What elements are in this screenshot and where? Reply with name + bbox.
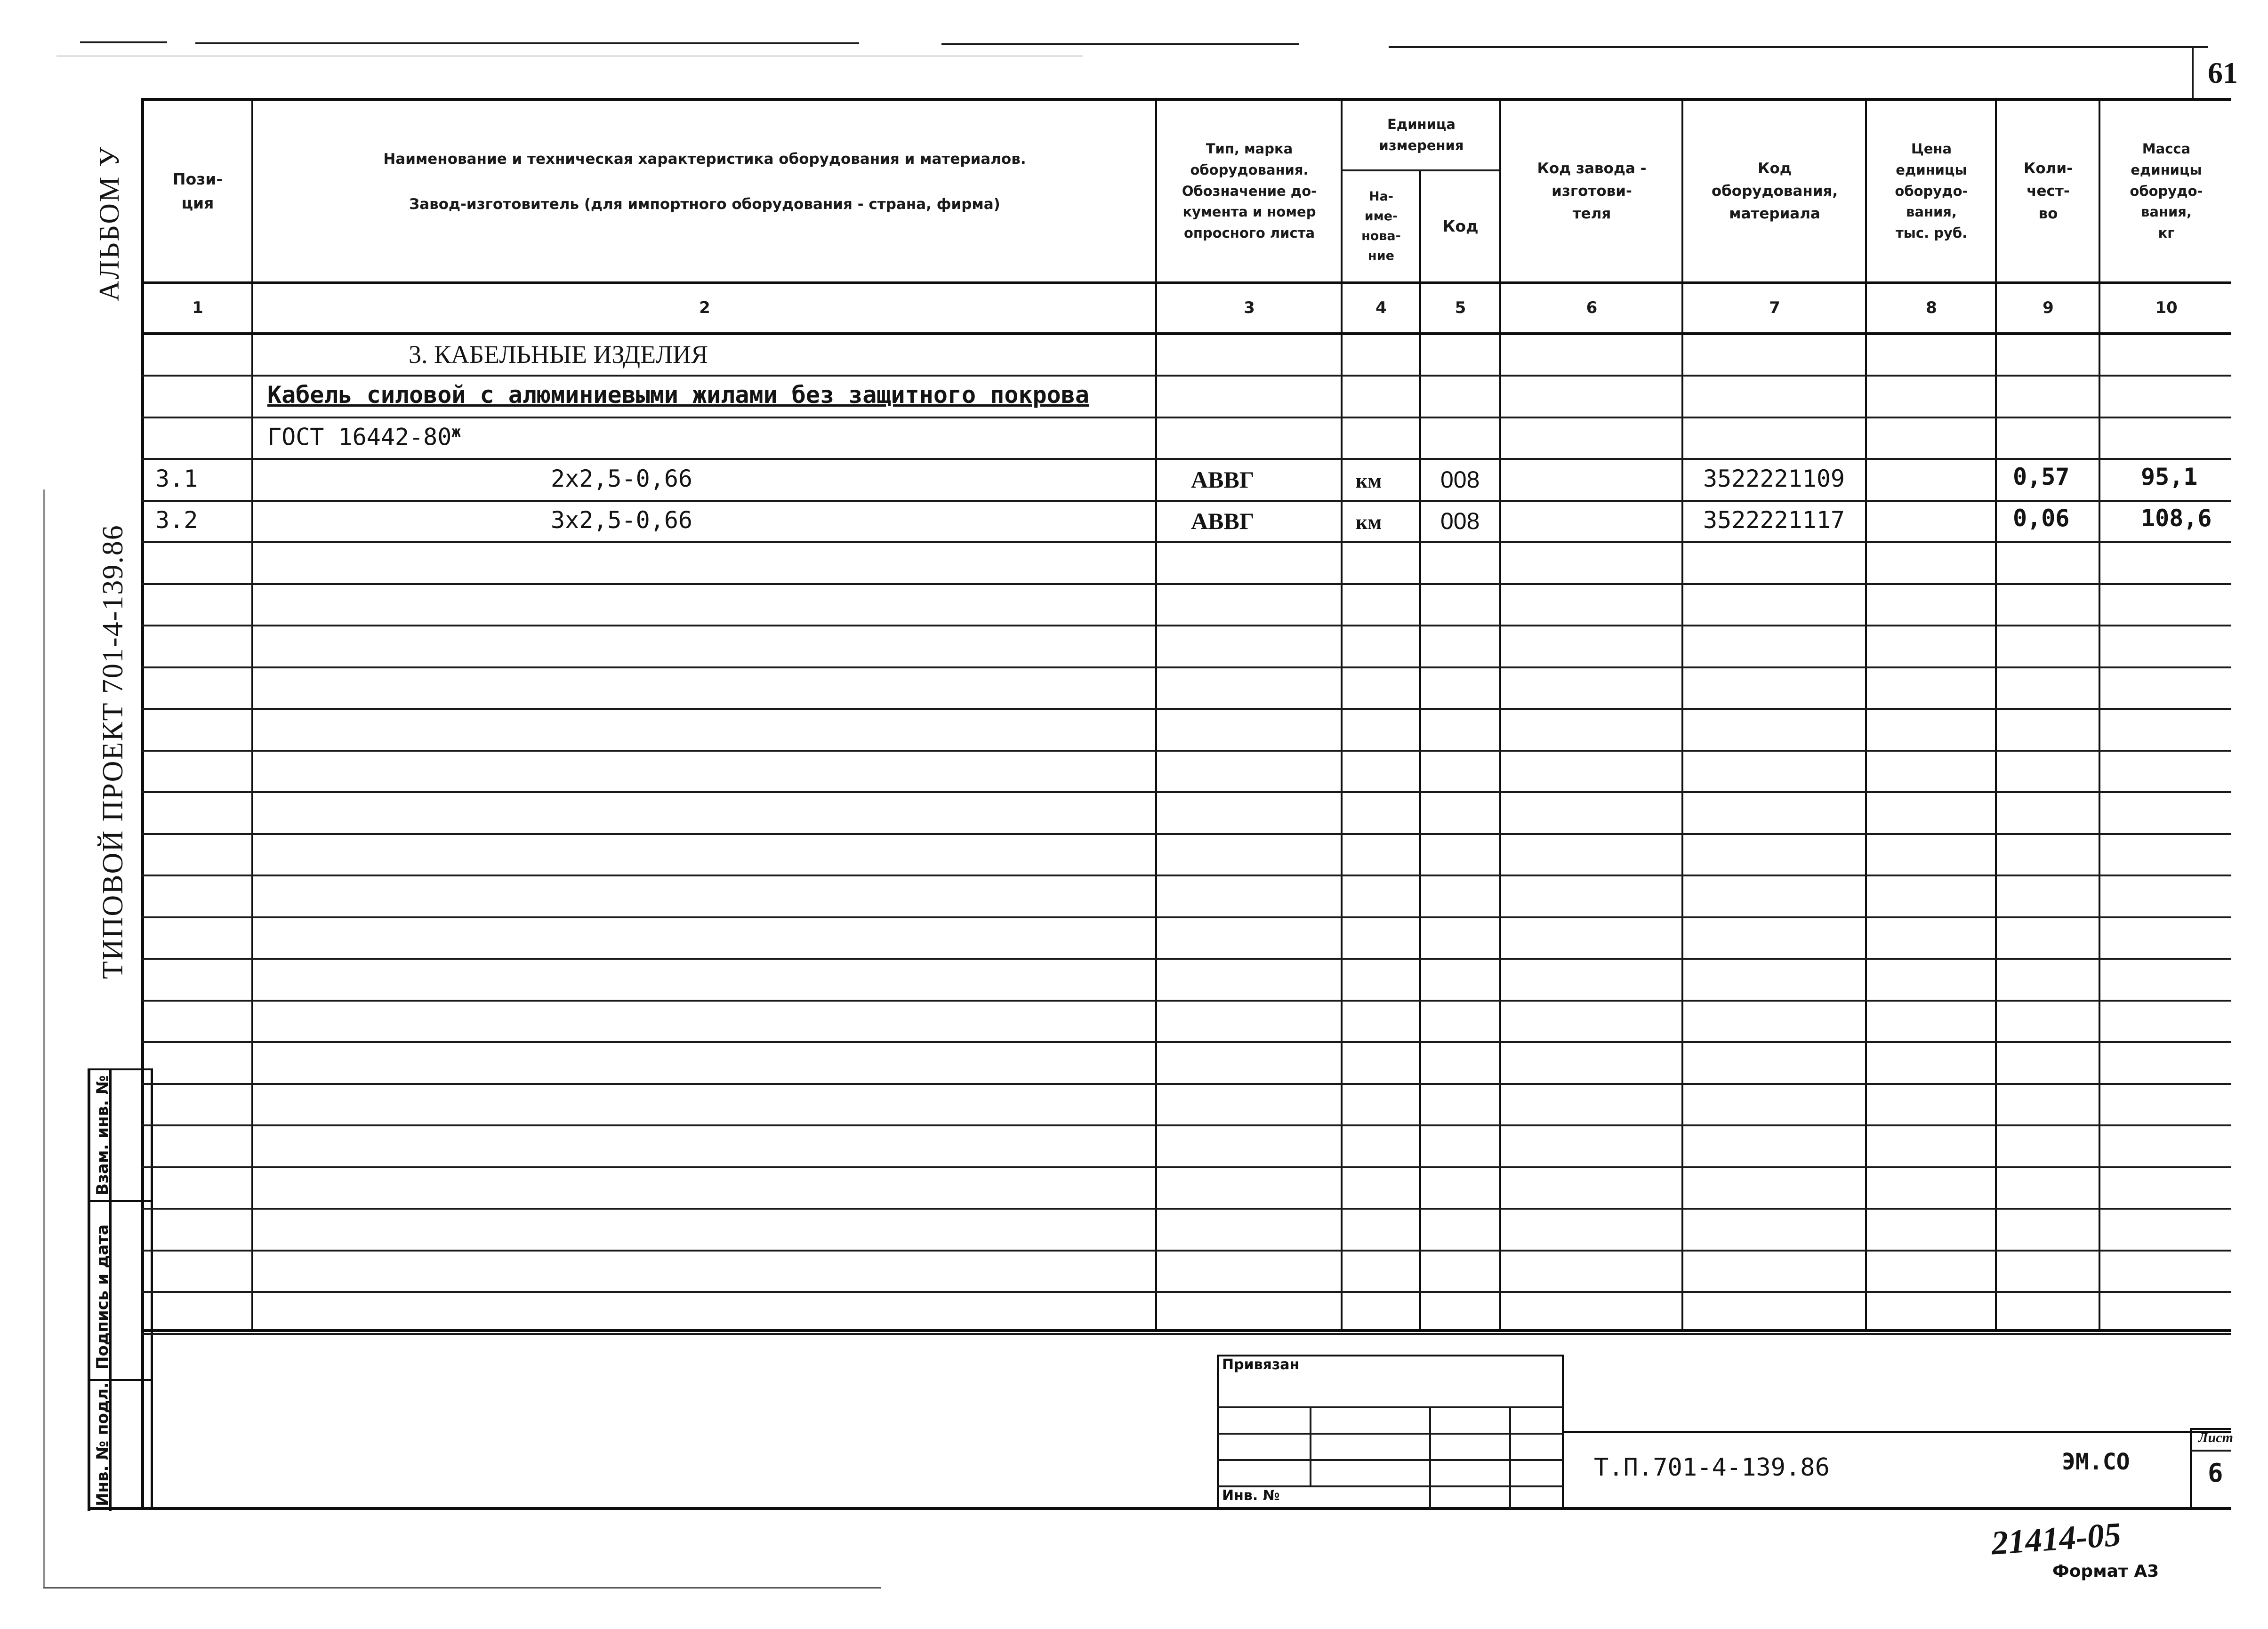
title-block-line: [1562, 1431, 2231, 1433]
stamp-border: [88, 1068, 90, 1511]
row-mass: 95,1: [2141, 463, 2198, 490]
col-number: 9: [2043, 298, 2054, 318]
project-label: ТИПОВОЙ ПРОЕКТ 701-4-139.86: [97, 524, 129, 979]
table-row-line: [141, 1041, 2231, 1043]
table-row-line: [141, 1291, 2231, 1293]
col-number: 7: [1769, 298, 1780, 318]
bottom-edge-line: [43, 1587, 881, 1589]
col-number: 3: [1244, 298, 1255, 318]
col-number: 5: [1455, 298, 1466, 318]
row-mass: 108,6: [2141, 505, 2212, 532]
title-block-line: [1217, 1433, 1563, 1435]
top-dash: [1389, 46, 2208, 48]
sheet-label: Лист: [2198, 1430, 2233, 1445]
col5-header: Код: [1442, 217, 1479, 236]
row-unit-code: 008: [1440, 466, 1480, 493]
top-dash: [80, 41, 167, 43]
col6-header: Код завода - изготови- теля: [1537, 160, 1647, 223]
section-description: Кабель силовой с алюминиевыми жилами без защитного покрова: [267, 381, 1089, 409]
row-position: 3.1: [155, 465, 198, 492]
table-row-line: [141, 1166, 2231, 1168]
table-row-line: [141, 875, 2231, 876]
table-row-line: [141, 666, 2231, 668]
row-unit: км: [1356, 469, 1382, 492]
frame-left-inner: [151, 1068, 153, 1510]
table-row-line: [141, 1333, 2231, 1335]
format-label: Формат А3: [2052, 1562, 2159, 1581]
table-row-line: [141, 958, 2231, 960]
col7-header: Код оборудования, материала: [1711, 160, 1838, 223]
row-quantity: 0,57: [2013, 463, 2070, 490]
top-dash: [941, 43, 1299, 45]
section-standard: ГОСТ $16442-80^ж$: [267, 423, 461, 451]
table-row-line: [141, 500, 2231, 502]
document-code: Т.П.701-4-139.86: [1594, 1453, 1830, 1482]
stamp-label-signature: Подпись и дата: [93, 1224, 112, 1370]
frame-bottom: [88, 1507, 2231, 1510]
row-type: АВВГ: [1191, 508, 1255, 534]
col-number: 6: [1586, 298, 1598, 318]
table-row-line: [141, 583, 2231, 585]
col-number: 1: [192, 298, 203, 318]
row-type: АВВГ: [1191, 466, 1255, 493]
top-dash: [195, 42, 859, 44]
col9-header: Коли- чест- во: [2024, 160, 2073, 223]
sheet-number-top: 61: [2208, 56, 2238, 89]
col-number: 8: [1926, 298, 1937, 318]
handwritten-number: 21414-05: [1990, 1515, 2123, 1562]
table-row-line: [141, 375, 2231, 377]
unit-group-header: Единица измерения: [1379, 116, 1464, 153]
title-block-line: [1217, 1459, 1563, 1461]
table-row-line: [141, 458, 2231, 460]
row-code: 3522221109: [1703, 465, 1845, 492]
number-row-bottom: [141, 332, 2231, 335]
table-row-line: [141, 417, 2231, 418]
album-label: АЛЬБОМ У: [94, 145, 125, 301]
row-code: 3522221117: [1703, 506, 1845, 534]
sheet-box-border: [2192, 47, 2194, 99]
col4-header: На- име- нова- ние: [1361, 189, 1401, 263]
table-row-line: [141, 1083, 2231, 1085]
title-block-line: [1509, 1406, 1511, 1509]
table-row-line: [141, 625, 2231, 626]
table-row-line: [141, 791, 2231, 793]
col1-header: Пози- ция: [172, 169, 223, 212]
inv-number-label: Инв. №: [1222, 1487, 1280, 1504]
col-number: 2: [699, 298, 710, 318]
col2-header: Наименование и техническая характеристика оборудования и материалов. Завод-изготовитель (для импортного оборудования - страна, фирма): [383, 150, 1026, 213]
table-row-line: [141, 708, 2231, 710]
table-row-line: [141, 750, 2231, 752]
table-row-line: [141, 916, 2231, 918]
title-block-line: [1310, 1406, 1311, 1485]
col8-header: Цена единицы оборудо- вания, тыс. руб.: [1895, 140, 1968, 241]
left-edge-line: [43, 490, 45, 1587]
row-unit: км: [1356, 511, 1382, 534]
document-mark: ЭМ.СО: [2062, 1449, 2130, 1475]
row-name: 2х2,5-0,66: [551, 465, 693, 492]
table-row-line: [141, 833, 2231, 835]
section-title: 3. КАБЕЛЬНЫЕ ИЗДЕЛИЯ: [409, 340, 708, 369]
col-number: 4: [1375, 298, 1387, 318]
stamp-label-replace: Взам. инв. №: [93, 1075, 112, 1196]
table-body-bottom: [141, 1329, 2231, 1332]
col3-header: Тип, марка оборудования. Обозначение до- кумента и номер опросного листа: [1182, 140, 1317, 241]
col10-header: Масса единицы оборудо- вания, кг: [2130, 140, 2203, 241]
table-row-line: [141, 541, 2231, 543]
stamp-label-inventory: Инв. № подл.: [93, 1382, 112, 1506]
row-quantity: 0,06: [2013, 505, 2070, 532]
table-row-line: [141, 1250, 2231, 1252]
row-position: 3.2: [155, 506, 198, 534]
table-row-line: [141, 1208, 2231, 1210]
sheet-box-line: [2190, 1428, 2192, 1509]
sheet-box-line: [2190, 1450, 2231, 1452]
sheet-value: 6: [2208, 1458, 2223, 1488]
row-name: 3х2,5-0,66: [551, 506, 693, 534]
title-block-line: [1217, 1406, 1563, 1408]
table-row-line: [141, 1000, 2231, 1002]
col-number: 10: [2155, 298, 2178, 318]
table-row-line: [141, 1124, 2231, 1126]
privyazan-label: Привязан: [1222, 1356, 1300, 1373]
title-block-line: [1429, 1406, 1431, 1509]
row-unit-code: 008: [1440, 508, 1480, 534]
